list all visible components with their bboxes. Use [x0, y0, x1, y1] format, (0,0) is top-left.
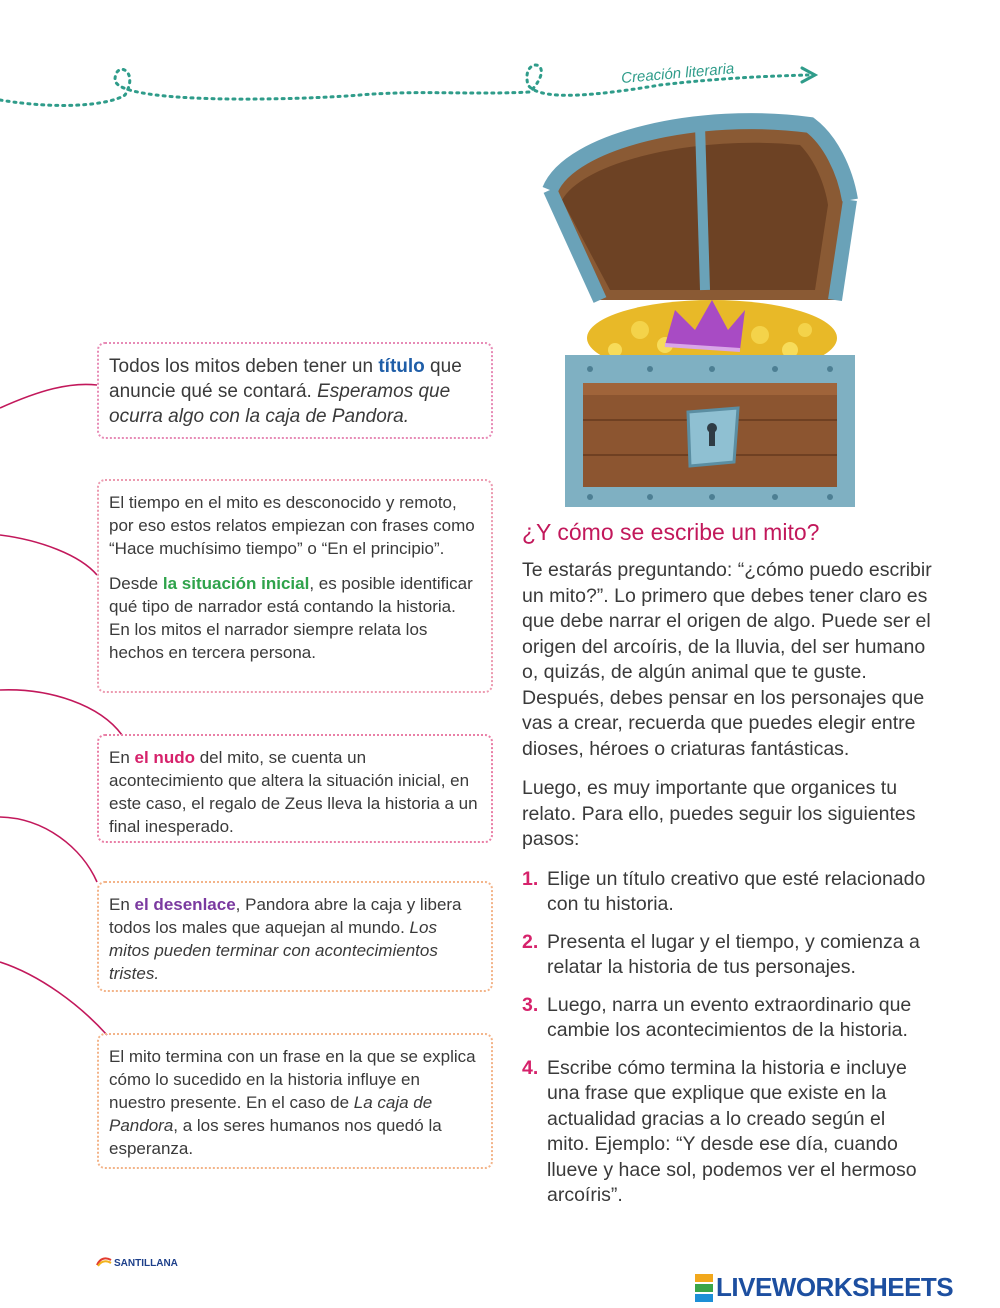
step-item: 2. Presenta el lugar y el tiempo, y comienza a relatar la historia de tus personajes. — [522, 930, 920, 978]
note-box-resolution — [97, 881, 493, 992]
step-item: 3. Luego, narra un evento extraordinario que cambie los acontecimientos de la historia. — [522, 993, 912, 1041]
connector-line-1 — [0, 384, 97, 408]
note-box-ending — [97, 1033, 493, 1169]
keyword-climax: el nudo — [134, 748, 195, 767]
liveworksheets-mark-icon — [695, 1274, 713, 1302]
note-text: Todos los mitos deben tener un título que anuncie qué se contará. Esperamos que ocurra algo con la caja de Pandora. — [109, 356, 462, 427]
section-label: Creación literaria — [620, 60, 735, 87]
publisher-mark-icon — [96, 1257, 112, 1267]
steps-list — [522, 867, 932, 1209]
main-content — [522, 558, 932, 1221]
note-text: Desde la situación inicial, es posible identificar qué tipo de narrador está contando la historia. En los mitos el narrador siempre relata los hechos en tercera persona. — [109, 574, 473, 662]
keyword-initial-situation: la situación inicial — [162, 574, 310, 593]
connector-line-5 — [0, 962, 107, 1035]
step-item: 4. Escribe cómo termina la historia e incluye una frase que explique que existe en la actualidad gracias a lo creado según el mito. Ejemplo: “Y desde ese día, cuando llueve y hace sol, podemos ver el hermoso arcoíris”. — [522, 1056, 917, 1206]
intro-paragraph: Te estarás preguntando: “¿cómo puedo escribir un mito?”. Lo primero que debes tener claro es que debe narrar el origen de algo. Puede ser el origen del arcoíris, de la lluvia, del ser humano o, quizás, de algún animal que te guste. Después, debes pensar en los personajes que vas a crear, recuerda que puedes elegir entre dioses, héroes o criaturas fantásticas. — [522, 559, 932, 760]
watermark-text: LIVEWORKSHEETS — [716, 1272, 954, 1302]
publisher-logo: SANTILLANA — [96, 1257, 178, 1269]
note-text: En el desenlace, Pandora abre la caja y libera todos los males que aquejan al mundo. Los mitos pueden terminar con acontecimientos tristes. — [109, 895, 462, 983]
watermark-logo — [695, 1272, 953, 1303]
keyword-resolution: el desenlace — [134, 895, 236, 914]
note-box-initial-situation — [97, 479, 493, 693]
connector-line-3 — [0, 690, 122, 735]
treasure-chest-illustration — [550, 121, 855, 507]
step-item: 1. Elige un título creativo que esté relacionado con tu historia. — [522, 867, 926, 915]
connector-line-4 — [0, 817, 97, 882]
keyword-title: título — [378, 356, 425, 377]
note-box-climax — [97, 734, 493, 843]
connector-line-2 — [0, 535, 97, 575]
steps-intro-paragraph: Luego, es muy importante que organices tu relato. Para ello, puedes seguir los siguientes pasos: — [522, 777, 916, 850]
section-heading: ¿Y cómo se escribe un mito? — [522, 519, 820, 545]
note-box-title — [97, 342, 493, 439]
note-text: El mito termina con un frase en la que se explica cómo lo sucedido en la historia influye en nuestro presente. En el caso de La caja de Pandora, a los seres humanos nos quedó la esperanza. — [109, 1047, 476, 1158]
note-text: El tiempo en el mito es desconocido y remoto, por eso estos relatos empiezan con frases como “Hace muchísimo tiempo” o “En el principio”. — [109, 493, 475, 558]
note-text: En el nudo del mito, se cuenta un acontecimiento que altera la situación inicial, en este caso, el regalo de Zeus lleva la historia a un final inesperado. — [109, 748, 478, 836]
